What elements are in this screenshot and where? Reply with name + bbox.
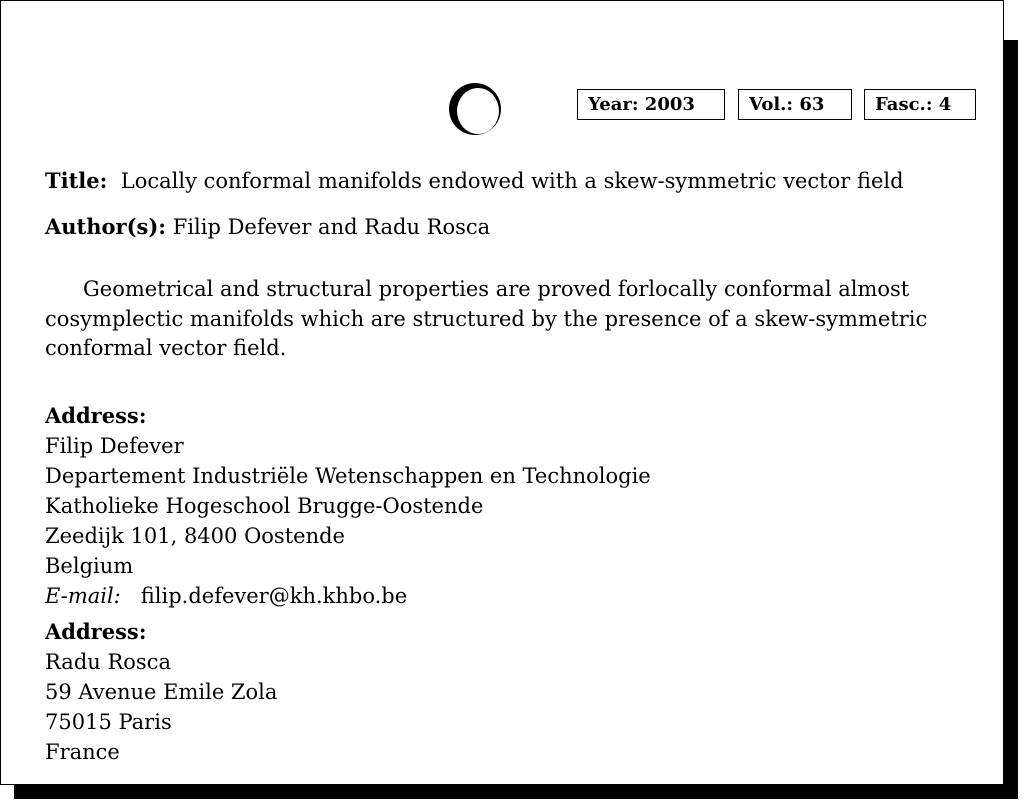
- address-line: 75015 Paris: [45, 710, 172, 734]
- address-line: 59 Avenue Emile Zola: [45, 680, 278, 704]
- fascicle-box: Fasc.: 4: [864, 89, 976, 120]
- paper-title: [45, 167, 904, 195]
- title-text: Locally conformal manifolds endowed with a skew-symmetric vector field: [120, 169, 904, 193]
- address-line: Radu Rosca: [45, 650, 171, 674]
- address-block-2: [45, 617, 277, 767]
- year-box: Year: 2003: [577, 89, 725, 120]
- abstract: Geometrical and structural properties are proved forlocally conformal almost cosymplectic manifolds which are structured by the presence of a skew-symmetric conformal vector field.: [45, 277, 928, 360]
- address-heading: Address:: [45, 619, 147, 644]
- email-label: E-mail:: [45, 584, 121, 608]
- address-line: France: [45, 740, 120, 764]
- title-label: Title:: [45, 168, 108, 193]
- address-line: Zeedijk 101, 8400 Oostende: [45, 524, 345, 548]
- email-address: filip.defever@kh.khbo.be: [140, 584, 408, 608]
- address-line: Katholieke Hogeschool Brugge-Oostende: [45, 494, 484, 518]
- address-line: Belgium: [45, 554, 134, 578]
- address-heading: Address:: [45, 403, 147, 428]
- address-line: Departement Industriële Wetenschappen en Technologie: [45, 464, 651, 488]
- address-block-1: [45, 401, 651, 611]
- address-line: Filip Defever: [45, 434, 184, 458]
- paper-authors: [45, 213, 490, 241]
- authors-label: Author(s):: [45, 214, 167, 239]
- publication-info: [1, 89, 1003, 120]
- volume-box: Vol.: 63: [738, 89, 852, 120]
- authors-text: Filip Defever and Radu Rosca: [172, 215, 491, 239]
- email-line: [45, 581, 651, 611]
